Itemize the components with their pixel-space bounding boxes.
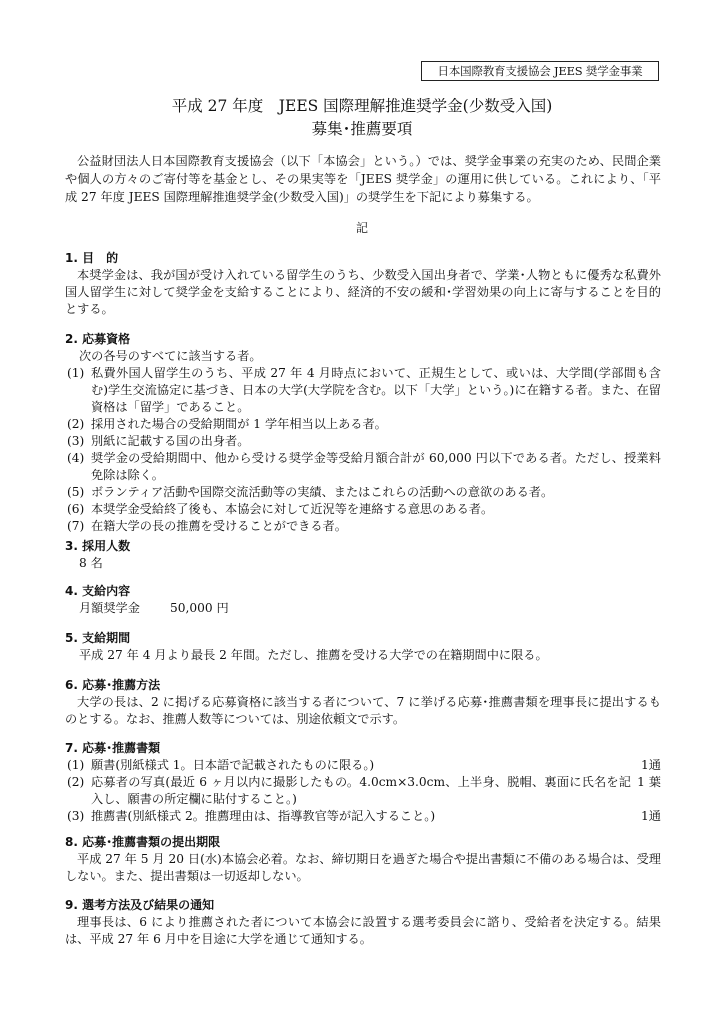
item-number: (5) — [67, 485, 85, 499]
documents-list — [65, 757, 661, 825]
item-text: 願書(別紙様式 1。日本語で記載されたものに限る。) — [91, 758, 375, 772]
section-purpose — [65, 250, 661, 318]
section-recruitment-number — [65, 538, 661, 572]
payment-row — [65, 600, 661, 617]
section-documents — [65, 740, 661, 825]
section-deadline — [65, 834, 661, 885]
section-text: 平成 27 年 5 月 20 日(水)本協会必着。なお、締切期日を過ぎた場合や提出書類に不備のある場合は、受理しない。また、提出書類は一切返却しない。 — [65, 852, 661, 883]
item-number: (2) — [67, 775, 85, 789]
item-number: (3) — [67, 434, 85, 448]
section-text: 大学の長は、2 に掲げる応募資格に該当する者について、7 に挙げる応募･推薦書類を理事長に提出するものとする。なお、推薦人数等については、別途依頼文で示す。 — [65, 695, 661, 726]
item-text: 別紙に記載する国の出身者。 — [91, 434, 250, 448]
item-number: (3) — [67, 809, 85, 823]
section-text: 平成 27 年 4 月より最長 2 年間。ただし、推薦を受ける大学での在籍期間中に限る。 — [79, 648, 548, 662]
section-application-method — [65, 677, 661, 728]
section-heading: 9. 選考方法及び結果の通知 — [65, 898, 215, 912]
section-text: 理事長は、6 により推薦された者について本協会に設置する選考委員会に諮り、受給者を決定する。結果は、平成 27 年 6 月中を目途に大学を通じて通知する。 — [65, 915, 661, 946]
payment-amount: 50,000 円 — [169, 601, 229, 615]
item-text: 採用された場合の受給期間が 1 学年相当以上ある者。 — [91, 417, 387, 431]
section-period — [65, 630, 661, 664]
item-text: 奨学金の受給期間中、他から受ける奨学金等受給月額合計が 60,000 円以下である者。ただし、授業料免除は除く。 — [91, 451, 661, 482]
section-heading: 4. 支給内容 — [65, 584, 131, 598]
document-subtitle: 募集･推薦要項 — [311, 120, 413, 138]
document-title: 平成 27 年度 JEES 国際理解推進奨学金(少数受入国) — [171, 97, 553, 115]
item-text: ボランティア活動や国際交流活動等の実績、またはこれらの活動への意欲のある者。 — [91, 485, 554, 499]
section-heading: 6. 応募･推薦方法 — [65, 678, 161, 692]
item-number: (6) — [67, 502, 85, 516]
item-number: (1) — [67, 366, 85, 380]
payment-label: 月額奨学金 — [79, 601, 140, 615]
item-quantity: 1通 — [641, 758, 661, 772]
item-quantity: 1 葉 — [637, 775, 661, 789]
list-item — [65, 484, 661, 501]
section-heading: 7. 応募･推薦書類 — [65, 741, 161, 755]
item-number: (2) — [67, 417, 85, 431]
list-item — [65, 501, 661, 518]
section-text: 本奨学金は、我が国が受け入れている留学生のうち、少数受入国出身者で、学業･人物ともに優秀な私費外国人留学生に対して奨学金を支給することにより、経済的不安の緩和･学習効果の向上に寄与することを目的とする。 — [65, 268, 661, 316]
item-number: (7) — [67, 519, 85, 533]
item-quantity: 1通 — [641, 809, 661, 823]
section-heading: 2. 応募資格 — [65, 332, 131, 346]
item-text: 私費外国人留学生のうち、平成 27 年 4 月時点において、正規生として、或いは、大学間(学部間も含む)学生交流協定に基づき、日本の大学(大学院を含む。以下「大学」という。)に在籍する者。また、在留資格は「留学」であること。 — [91, 366, 661, 414]
header-tag-box: 日本国際教育支援協会 JEES 奨学金事業 — [421, 61, 659, 81]
item-number: (1) — [67, 758, 85, 772]
item-text: 在籍大学の長の推薦を受けることができる者。 — [91, 519, 347, 533]
ki-marker: 記 — [355, 221, 368, 235]
list-item — [65, 774, 661, 808]
item-text: 推薦書(別紙様式 2。推薦理由は、指導教官等が記入すること。) — [91, 809, 436, 823]
item-text: 本奨学金受給終了後も、本協会に対して近況等を連絡する意思のある者。 — [91, 502, 494, 516]
section-eligibility — [65, 331, 661, 535]
section-selection — [65, 897, 661, 948]
list-item — [65, 450, 661, 484]
section-lead: 次の各号のすべてに該当する者。 — [79, 349, 262, 363]
section-heading: 5. 支給期間 — [65, 631, 131, 645]
section-heading: 3. 採用人数 — [65, 539, 131, 553]
list-item — [65, 518, 661, 535]
intro-paragraph: 公益財団法人日本国際教育支援協会（以下「本協会」という。）では、奨学金事業の充実のため、民間企業や個人の方々のご寄付等を基金とし、その果実等を「JEES 奨学金」の運用に供している。これにより、「平成 27 年度 JEES 国際理解推進奨学金(少数受入国)」の奨学生を下記により募集する。 — [65, 154, 661, 204]
eligibility-list — [65, 365, 661, 535]
list-item — [65, 416, 661, 433]
list-item — [65, 365, 661, 416]
section-heading: 8. 応募･推薦書類の提出期限 — [65, 835, 221, 849]
section-heading: 1. 目 的 — [65, 251, 119, 265]
list-item — [65, 808, 661, 825]
section-payment — [65, 583, 661, 617]
list-item — [65, 757, 661, 774]
item-text: 応募者の写真(最近 6 ヶ月以内に撮影したもの。4.0cm×3.0cm、上半身、脱帽、裏面に氏名を記入し、願書の所定欄に貼付すること。) — [91, 775, 631, 806]
list-item — [65, 433, 661, 450]
section-text: 8 名 — [79, 556, 103, 570]
item-number: (4) — [67, 451, 85, 465]
